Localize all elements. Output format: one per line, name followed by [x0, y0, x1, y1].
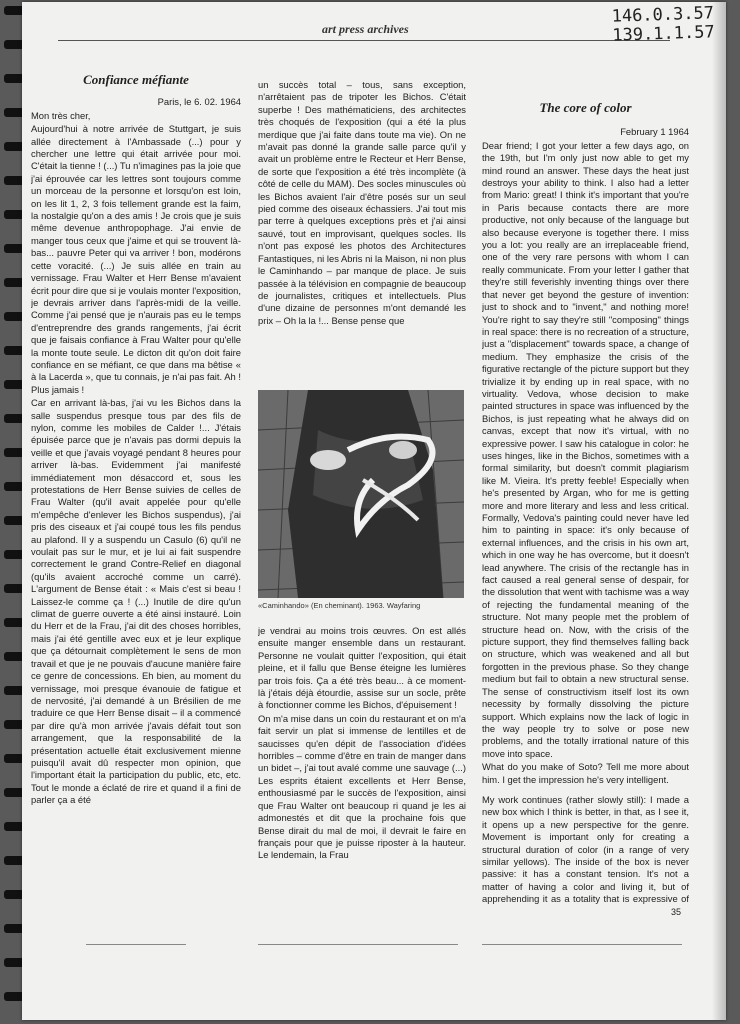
article-middle-column-top: [258, 79, 466, 379]
photo-caption: «Caminhando» (En cheminant). 1963. Wayfaring: [258, 601, 421, 610]
handwritten-note-line2: 139.1.1.57: [611, 22, 715, 46]
paragraph: Mon très cher,: [31, 109, 91, 121]
photo-illustration: [258, 390, 464, 598]
paragraph: My work continues (rather slowly still): I made a new box which I think is better, in that, as I see it, it opens up a new perspective for the genre. Movement is important only for creating a structural duration of color (in a range of very similar yellows). The inside of the box is never passive: it has a constant tension. It's not a matter of having a color and living it, but of apprehending it as a totality that is expressive of: [482, 793, 689, 905]
handwritten-note-line1: 146.0.3.57: [611, 3, 715, 27]
footer-rule: [482, 944, 682, 945]
footer-rule: [258, 944, 458, 945]
article-dateline-en: February 1 1964: [620, 126, 689, 138]
magazine-page: [22, 2, 726, 1020]
handwritten-note: [611, 4, 715, 46]
article-title-fr: Confiance méfiante: [83, 74, 189, 87]
article-title-en: The core of color: [539, 102, 632, 115]
page-edge-shadow: [712, 2, 726, 1020]
header-rule: [58, 40, 670, 41]
article-right-column: [482, 102, 689, 907]
page-number: 35: [671, 907, 682, 917]
footer-rule: [86, 944, 186, 945]
article-middle-column-bottom: [258, 625, 466, 905]
paragraph: Aujourd'hui à notre arrivée de Stuttgart, je suis allée directement à l'Ambassade (...) pour y chercher une lettre qui était arrivée pour moi. C'était la tienne ! (...) Tu n'imagines pas la joie que j'ai éprouvée car les lettres sont toujours comme un morceau de la personne et lorsqu'on est loin, on les lit 1, 2, 3 fois tellement grande est la faim, la nostalgie qu'on a des amis ! Je crois que je suis même devenue anthropophage. J'ai envie de manger tous ceux que j'aime et qui se trouvent là-bas... pauvre Peter qui va arriver ! bon, modérons cette voracité. (...) Je suis allée en train au vernissage. Frau Walter et Herr Bense m'avaient écrit pour dire que si je voulais monter l'exposition, je devrais arriver dans l'après-midi de la veille. Comme j'ai pensé que je n'aurais pas eu le temps d'entreprendre des grands rangements, j'ai écrit que je faisais confiance à Frau Walter pour qu'elle la monte toute seule. Le dicton dit qu'on doit faire confiance en se méfiant, ce que dans ma bêtise « à la Lacerda », que tu connais, je n'ai pas fait. Ah ! Plus jamais !: [31, 123, 241, 395]
article-dateline-fr: Paris, le 6. 02. 1964: [157, 96, 241, 108]
caminhando-photo: [258, 390, 464, 598]
paragraph: What do you make of Soto? Tell me more about him. I get the impression he's very intelligent.: [482, 761, 689, 785]
paragraph: On m'a mise dans un coin du restaurant et on m'a fait servir un plat si immense de lentilles et de saucisses qu'en dépit de l'association d'idées horribles – comme d'être en train de manger dans un bidet –, j'ai tout avalé comme une sauvage (...) Les esprits étaient excellents et Herr Bense, enthousiasmé par le succès de l'exposition, ainsi que Frau Walter ont beaucoup ri quand je les ai admonestés et dit que la prochaine fois que Bense dirait du mal de moi, il devrait le faire en français pour que je puisse riposter à la hauteur. Le lendemain, la Frau: [258, 712, 466, 861]
running-header: art press archives: [322, 22, 409, 36]
paragraph: Dear friend; I got your letter a few days ago, on the 19th, but I'm only just now able to get my mind round an answer. These days the heat just destroys your ability to think. I also had a letter from Mario: great! I think it's important that you're in Paris because contacts there are more productive, not only because of the language but also because everyone is together there. I miss you a lot: you really are an irreplaceable friend, one of the very rare persons with whom I can really communicate. From your letter I gather that they're still feverishly inventing things over there that never get beyond the gesture of invention: just to shock and to "invent," and nothing more! You're right to say they're still "composing" things in real space: there is no recreation of a structure, just a "displacement" towards space, a change of medium. They emphasize the crisis of the figurative rectangle of the picture support but they trivialize it by ending up in real space, with no virtuality. Vedova, whose decision to make painted structures in space was influenced by the Bichos, is just repeating what he always did on canvas, except that now it's virtual, with no expressive power. I saw his catalogue in color: he uses hinges, like in the Bichos, sometimes with a formal similarity, but doesn't commit plagiarism like M. Vieira. It's pretty feeble! Especially when he's presented by Argan, who for me is getting more and more literary and less and less critical. Formally, Vedova's painting could never have led him to painting in space: it's only because of external influences, and the crisis in his own art, which in one way he has overcome, but it doesn't lead anywhere. The crisis of the rectangle has in fact caused a real general sense of despair, for the dissolution that went with tachisme was a way of rejecting the fundamental meaning of the structure. Not many people met the problem of structure head on. Now, with the crisis of the picture support, they find themselves falling back on structure, which was weakened and all but forgotten in the previous phase. So they change medium but fail to obtain a new structural sense. The sense of constructivism itself lost its own necessity by formally dissolving the picture support. Which explains now the lack of logic in the way people try to solve or pose new problems, and the totally irrational nature of this move into space.: [482, 139, 689, 759]
paragraph: Car en arrivant là-bas, j'ai vu les Bichos dans la salle suspendus presque tous par des fils de nylon, comme les mobiles de Calder !... J'étais épuisée parce que je n'avais pas dormi depuis la veille et que j'avais voyagé pendant 8 heures pour arriver là-bas. Evidemment j'ai manifesté immédiatement mon désaccord et, sous les protestations de Herr Bense suivies de celles de Frau Walter (qu'il avait appelée pour qu'elle m'empêche d'enlever les Bichos suspendus), j'ai pris des ciseaux et j'ai coupé tous les fils pendus au plafond. Il y a suspendu un Casulo (6) qu'il ne voulait pas sur le mur, et je lui ai fait suspendre correctement le grand Contre-Relief en diagonal (qu'ils avaient accroché comme un carré). L'argument de Bense était : « Mais c'est si beau ! Laissez-le comme ça ! (...) Inutile de dire qu'un climat de guerre ouverte a été ainsi instauré. Loin du Herr et de la Frau, j'ai dit des choses horribles, mais j'ai été gentille avec eux et je leur explique que ça détournait complètement le sens de mon travail et que je ne pouvais d'aucune manière faire ce genre de concessions. Eh bien, au moment du vernissage, moi presque évanouie de fatigue et de nervosité, j'ai demandé à un Brésilien de me traduire ce que Herr Bense disait – il a commencé par dire qu'à mon arrivée j'avais défait tout son arrangement, que la responsabilité de la présentation actuelle était exclusivement mienne puisqu'il avait dû respecter mon opinion, que l'important était la participation du public, etc, etc. Tout le monde a éclaté de rire et quand il a fini de parler ça a été: [31, 397, 241, 806]
article-left-column1: [31, 74, 241, 909]
paragraph: un succès total – tous, sans exception, n'arrêtaient pas de tripoter les Bichos. C'était superbe ! Des mathématiciens, des architectes très choqués de l'exposition (qui a été la plus merdique que j'ai faite dans toute ma vie). On ne m'avait pas donné la grande salle parce qu'il y avait un problème entre le Recteur et Herr Bense, de sorte que l'exposition a été très incomplète (à côté de celle du MAM). Des socles minuscules où les Bichos avaient l'air d'être posés sur un seul pied comme des oiseaux échassiers. J'ai tout mis par terre à quelques exceptions près et j'ai ainsi sauvé, tout en improvisant, quelques socles. Ils n'ont pas exposé les photos des Architectures Fantastiques, ni les Abris ni la Maison, ni non plus le Caminhando – par manque de place. Je suis passée à la télévision en compagnie de beaucoup de journalistes, critiques et intellectuels. Plus d'une dizaine de personnes m'ont demandé les prix – Oh la la !... Bense pense que: [258, 79, 466, 326]
paragraph: je vendrai au moins trois œuvres. On est allés ensuite manger ensemble dans un restaurant. Personne ne voulait quitter l'exposition, qui était pleine, et il fallu que Bense éteigne les lumières par trois fois. Ça a été très beau... à ce moment-là j'étais déjà étourdie, assise sur un socle, prête à fonctionner comme les Bichos, d'épuisement !: [258, 625, 466, 711]
